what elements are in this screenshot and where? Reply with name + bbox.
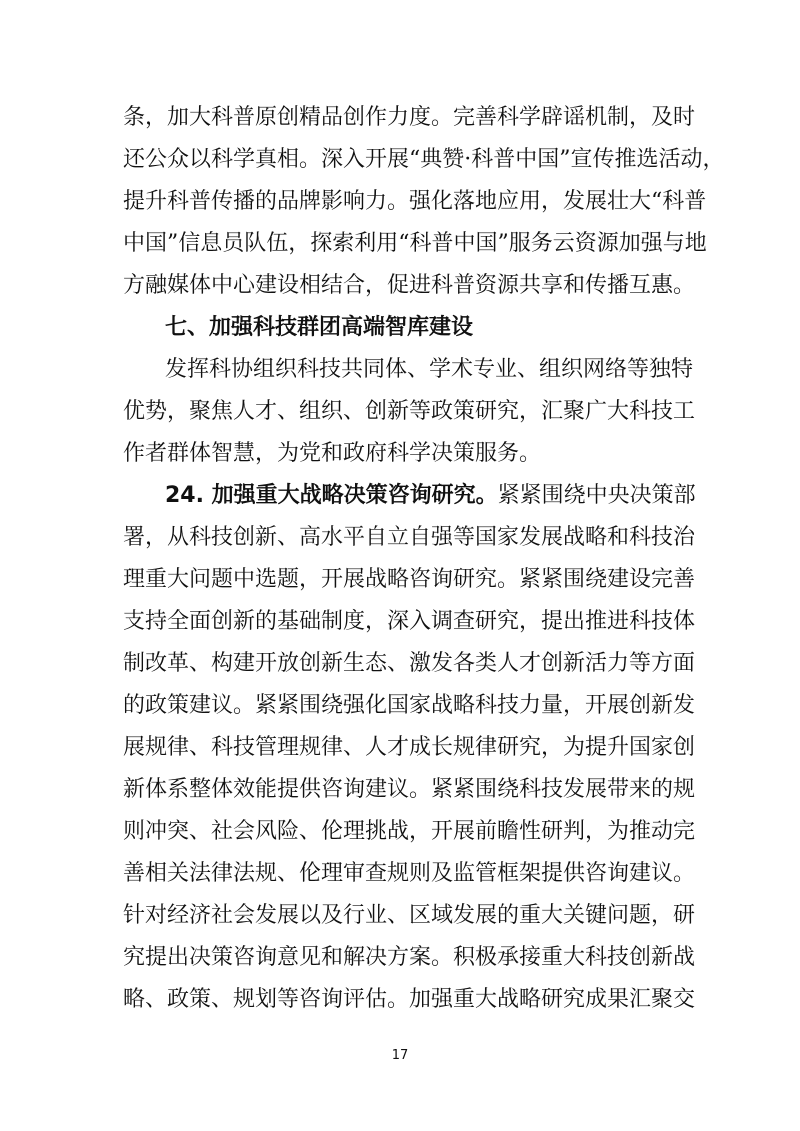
paragraph-line: 还公众以科学真相。深入开展“典赞·科普中国”宣传推选活动， xyxy=(123,147,725,172)
item-lead-title: 24. 加强重大战略决策咨询研究。 xyxy=(165,483,498,508)
item-first-line-text: 紧紧围绕中央决策部 xyxy=(497,483,696,508)
paragraph-line: 提升科普传播的品牌影响力。强化落地应用，发展壮大“科普 xyxy=(123,189,707,214)
paragraph-line: 条，加大科普原创精品创作力度。完善科学辟谣机制，及时 xyxy=(123,105,696,130)
paragraph-line: 支持全面创新的基础制度，深入调查研究，提出推进科技体 xyxy=(123,609,696,634)
paragraph-line: 新体系整体效能提供咨询建议。紧紧围绕科技发展带来的规 xyxy=(123,777,696,802)
paragraph-line: 针对经济社会发展以及行业、区域发展的重大关键问题，研 xyxy=(123,903,696,928)
paragraph-line: 展规律、科技管理规律、人才成长规律研究，为提升国家创 xyxy=(123,735,696,760)
paragraph-line: 作者群体智慧，为党和政府科学决策服务。 xyxy=(123,441,542,466)
paragraph-line: 善相关法律法规、伦理审查规则及监管框架提供咨询建议。 xyxy=(123,861,696,886)
paragraph-line: 优势，聚焦人才、组织、创新等政策研究，汇聚广大科技工 xyxy=(123,399,696,424)
section-heading: 七、加强科技群团高端智库建设 xyxy=(165,315,474,340)
paragraph-line: 发挥科协组织科技共同体、学术专业、组织网络等独特 xyxy=(165,357,694,382)
item-first-line xyxy=(165,481,696,511)
paragraph-line: 理重大问题中选题，开展战略咨询研究。紧紧围绕建设完善 xyxy=(123,567,696,592)
paragraph-line: 究提出决策咨询意见和解决方案。积极承接重大科技创新战 xyxy=(123,945,696,970)
paragraph-line: 则冲突、社会风险、伦理挑战，开展前瞻性研判，为推动完 xyxy=(123,819,696,844)
paragraph-line: 的政策建议。紧紧围绕强化国家战略科技力量，开展创新发 xyxy=(123,693,696,718)
paragraph-line: 署，从科技创新、高水平自立自强等国家发展战略和科技治 xyxy=(123,525,696,550)
paragraph-line: 方融媒体中心建设相结合，促进科普资源共享和传播互惠。 xyxy=(123,273,696,298)
paragraph-line: 中国”信息员队伍，探索利用“科普中国”服务云资源加强与地 xyxy=(123,231,707,256)
paragraph-line: 制改革、构建开放创新生态、激发各类人才创新活力等方面 xyxy=(123,651,696,676)
page-number: 17 xyxy=(391,1048,409,1063)
paragraph-line: 略、政策、规划等咨询评估。加强重大战略研究成果汇聚交 xyxy=(123,987,696,1012)
